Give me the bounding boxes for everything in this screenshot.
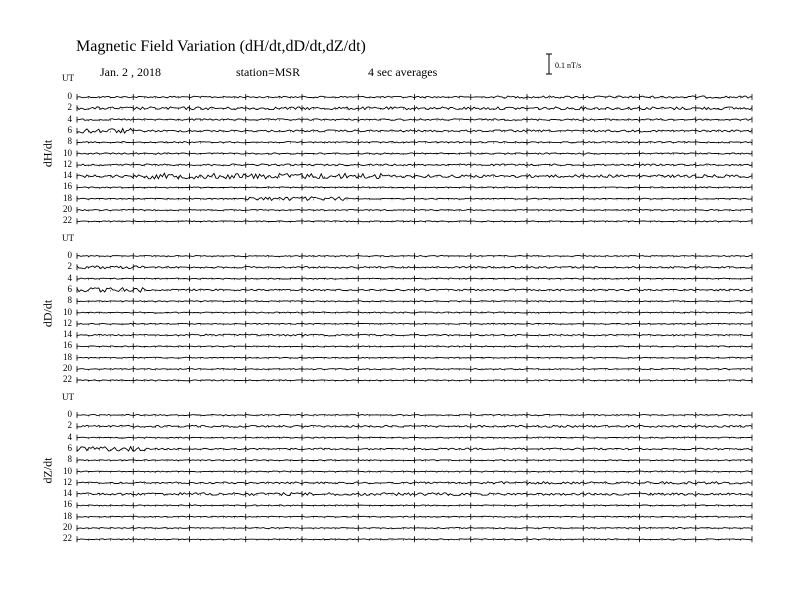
hour-tick-label: 22 [63,374,72,385]
hour-tick-label: 12 [63,317,72,328]
hour-tick-label: 6 [67,442,72,453]
hour-tick-label: 0 [67,91,72,101]
hour-tick-label: 12 [63,476,72,487]
hour-tick-label: 4 [67,431,72,442]
hour-tick-label: 20 [63,204,72,214]
hour-tick-label: 10 [63,465,72,476]
panel-ylabel: dZ/dt [40,457,55,484]
ut-label: UT [62,233,74,243]
hour-tick-label: 8 [67,295,72,306]
hour-tick-label: 18 [63,192,72,203]
hour-tick-label: 6 [67,283,72,294]
chart-title: Magnetic Field Variation (dH/dt,dD/dt,dZ/dt) [76,38,366,55]
hour-tick-label: 8 [67,454,72,465]
ut-label: UT [62,73,74,83]
hour-tick-label: 14 [63,329,72,340]
hour-tick-label: 4 [67,113,72,124]
ut-label: UT [62,392,74,402]
hour-tick-label: 22 [63,215,72,226]
scale-bar-label: 0.1 nT/s [555,61,582,70]
hour-tick-label: 2 [67,420,72,431]
hour-tick-label: 22 [63,533,72,544]
hour-tick-label: 8 [67,136,72,147]
panel-ylabel: dD/dt [40,299,55,328]
panel-ylabel: dH/dt [40,139,55,168]
hour-tick-label: 2 [67,102,72,113]
hour-tick-label: 10 [63,147,72,158]
station-label: station=MSR [236,65,301,79]
hour-tick-label: 16 [63,499,72,510]
date-label: Jan. 2 , 2018 [100,65,161,79]
hour-tick-label: 12 [63,158,72,169]
hour-tick-label: 16 [63,340,72,351]
hour-tick-label: 18 [63,510,72,521]
hour-tick-label: 14 [63,170,72,181]
hour-tick-label: 4 [67,272,72,283]
hour-tick-label: 0 [67,250,72,260]
hour-tick-label: 0 [67,409,72,419]
hour-tick-label: 6 [67,124,72,135]
hour-tick-label: 10 [63,306,72,317]
hour-tick-label: 18 [63,351,72,362]
hour-tick-label: 2 [67,261,72,272]
hour-tick-label: 20 [63,522,72,532]
hour-tick-label: 16 [63,181,72,192]
averaging-label: 4 sec averages [368,65,438,79]
hour-tick-label: 14 [63,488,72,499]
hour-tick-label: 20 [63,363,72,373]
